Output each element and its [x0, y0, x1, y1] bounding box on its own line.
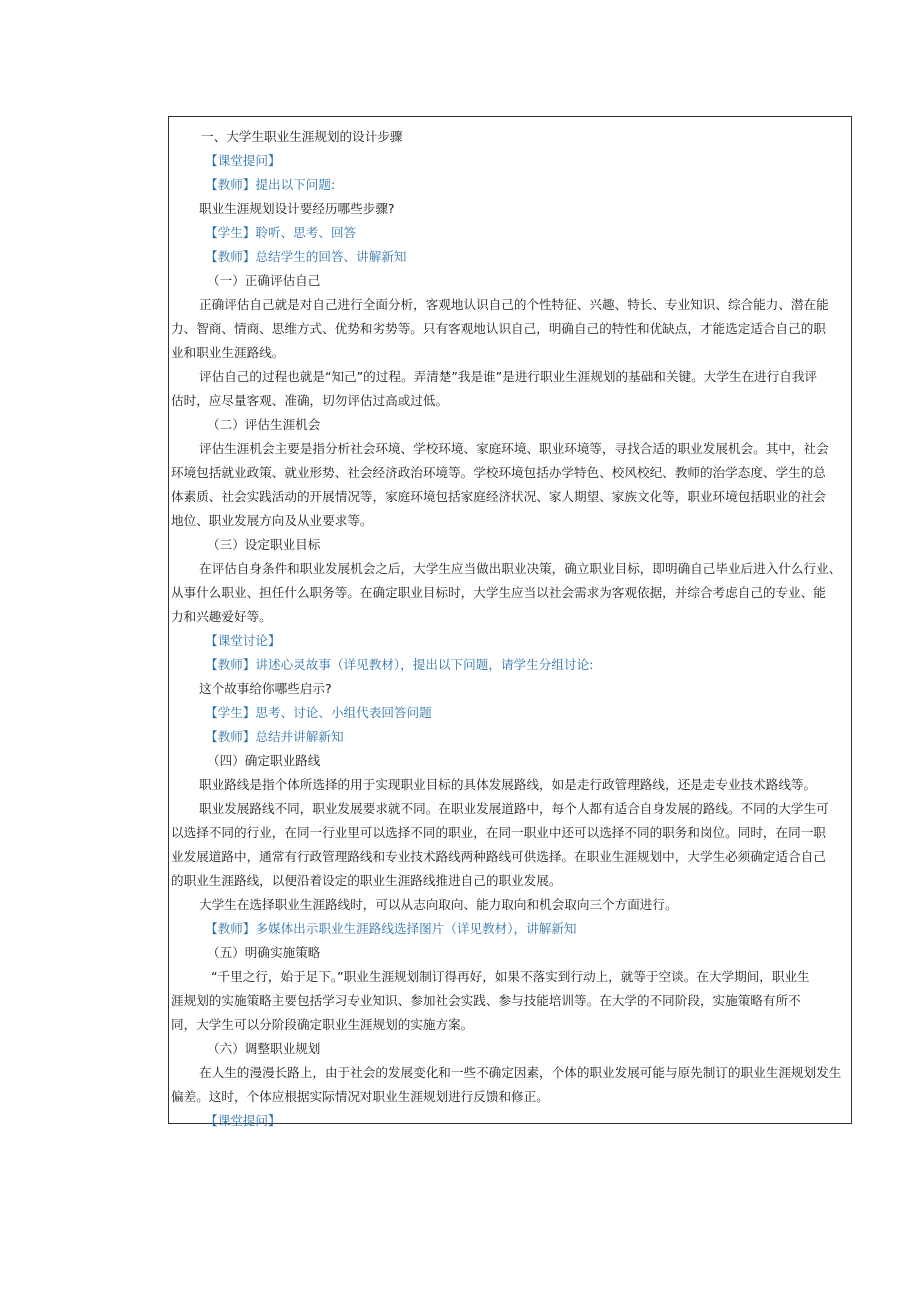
paragraph-line: 正确评估自己就是对自己进行全面分析，客观地认识自己的个性特征、兴趣、特长、专业知识、综合能力、潜在能	[199, 297, 829, 312]
question-text: 职业生涯规划设计要经历哪些步骤?	[199, 201, 395, 216]
classroom-question-label: 【课堂提问】	[205, 153, 281, 168]
paragraph-line: “千里之行，始于足下。”职业生涯规划制订得再好，如果不落实到行动上，就等于空谈。在大学期间，职业生	[211, 969, 810, 984]
paragraph-line: 涯规划的实施策略主要包括学习专业知识、参加社会实践、参与技能培训等。在大学的不同阶段，实施策略有所不	[171, 993, 801, 1008]
paragraph-line: 估时，应尽量客观、准确，切勿评估过高或过低。	[171, 393, 449, 408]
subsection-heading: （四）确定职业路线	[207, 753, 321, 768]
teacher-note: 【教师】讲述心灵故事（详见教材），提出以下问题，请学生分组讨论:	[205, 657, 594, 672]
paragraph-line: 的职业生涯路线，以便沿着设定的职业生涯路线推进自己的职业发展。	[171, 873, 562, 888]
teacher-note: 【教师】总结并讲解新知	[205, 729, 344, 744]
paragraph-line: 从事什么职业、担任什么职务等。在确定职业目标时，大学生应当以社会需求为客观依据，并综合考虑自己的专业、能	[171, 585, 826, 600]
subsection-heading: （六）调整职业规划	[207, 1041, 321, 1056]
teacher-note: 【教师】总结学生的回答、讲解新知	[205, 249, 407, 264]
paragraph-line: 大学生在选择职业生涯路线时，可以从志向取向、能力取向和机会取向三个方面进行。	[199, 897, 678, 912]
classroom-question-label: 【课堂提问】	[205, 1113, 281, 1128]
paragraph-line: 同，大学生可以分阶段确定职业生涯规划的实施方案。	[171, 1017, 474, 1032]
paragraph-line: 环境包括就业政策、就业形势、社会经济政治环境等。学校环境包括办学特色、校风校纪、教师的治学态度、学生的总	[171, 465, 826, 480]
paragraph-line: 业和职业生涯路线。	[171, 345, 285, 360]
paragraph-line: 在人生的漫漫长路上，由于社会的发展变化和一些不确定因素，个体的职业发展可能与原先制订的职业生涯规划发生	[199, 1065, 842, 1080]
subsection-heading: （一）正确评估自己	[207, 273, 321, 288]
classroom-discussion-label: 【课堂讨论】	[205, 633, 281, 648]
teacher-note: 【教师】多媒体出示职业生涯路线选择图片（详见教材），讲解新知	[205, 921, 577, 936]
paragraph-line: 地位、职业发展方向及从业要求等。	[171, 513, 373, 528]
subsection-heading: （三）设定职业目标	[207, 537, 321, 552]
paragraph-line: 评估自己的过程也就是“知己”的过程。弄清楚”我是谁”是进行职业生涯规划的基础和关键。大学生在进行自我评	[199, 369, 818, 384]
section-heading: 一、大学生职业生涯规划的设计步骤	[201, 129, 403, 144]
student-note: 【学生】聆听、思考、回答	[205, 225, 357, 240]
teacher-note: 【教师】提出以下问题:	[205, 177, 336, 192]
question-text: 这个故事给你哪些启示?	[199, 681, 332, 696]
paragraph-line: 职业路线是指个体所选择的用于实现职业目标的具体发展路线，如是走行政管理路线，还是走专业技术路线等。	[199, 777, 817, 792]
paragraph-line: 在评估自身条件和职业发展机会之后，大学生应当做出职业决策，确立职业目标，即明确自己毕业后进入什么行业、	[199, 561, 842, 576]
paragraph-line: 体素质、社会实践活动的开展情况等，家庭环境包括家庭经济状况、家人期望、家族文化等，职业环境包括职业的社会	[171, 489, 826, 504]
lesson-content-frame	[168, 116, 852, 1128]
subsection-heading: （二）评估生涯机会	[207, 417, 321, 432]
paragraph-line: 评估生涯机会主要是指分析社会环境、学校环境、家庭环境、职业环境等，寻找合适的职业发展机会。其中，社会	[199, 441, 829, 456]
paragraph-line: 业发展道路中，通常有行政管理路线和专业技术路线两种路线可供选择。在职业生涯规划中，大学生必须确定适合自己	[171, 849, 826, 864]
paragraph-line: 偏差。这时，个体应根据实际情况对职业生涯规划进行反馈和修正。	[171, 1089, 549, 1104]
paragraph-line: 力和兴趣爱好等。	[171, 609, 272, 624]
paragraph-line: 职业发展路线不同，职业发展要求就不同。在职业发展道路中，每个人都有适合自身发展的路线。不同的大学生可	[199, 801, 829, 816]
paragraph-line: 力、智商、情商、思维方式、优势和劣势等。只有客观地认识自己，明确自己的特性和优缺点，才能选定适合自己的职	[171, 321, 826, 336]
paragraph-line: 以选择不同的行业，在同一行业里可以选择不同的职业，在同一职业中还可以选择不同的职务和岗位。同时，在同一职	[171, 825, 826, 840]
subsection-heading: （五）明确实施策略	[207, 945, 321, 960]
student-note: 【学生】思考、讨论、小组代表回答问题	[205, 705, 432, 720]
